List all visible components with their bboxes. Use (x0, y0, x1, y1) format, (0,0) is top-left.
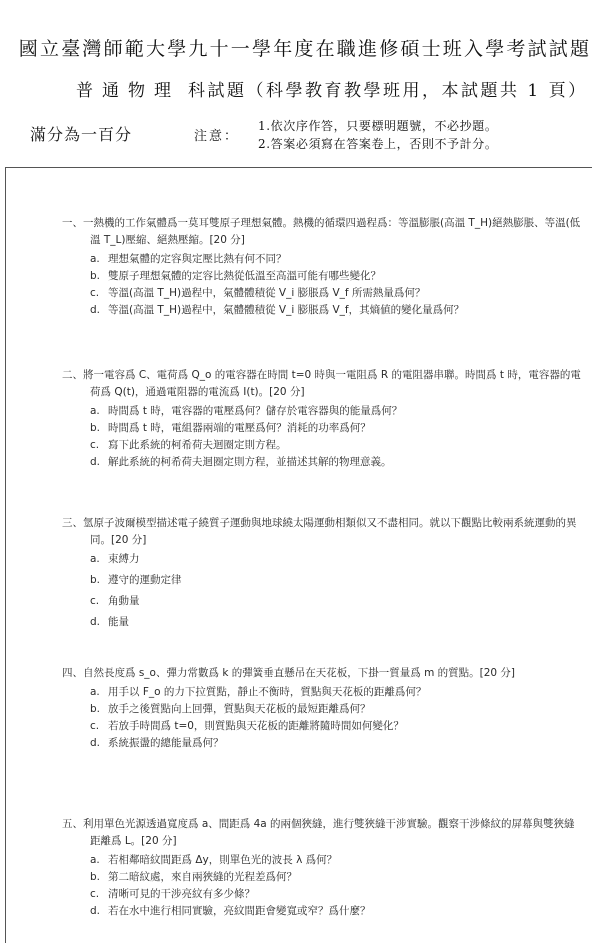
question-part: b. 時間爲 t 時，電組器兩端的電壓爲何？消耗的功率爲何？ (90, 422, 371, 434)
notice-list (258, 117, 497, 153)
question-part: c. 清晰可見的干涉亮紋有多少條？ (90, 888, 255, 900)
question-part: c. 若放手時間爲 t=0，則質點與天花板的距離將隨時間如何變化？ (90, 720, 404, 732)
question-part: d. 系統振盪的總能量爲何？ (90, 737, 224, 749)
question-part: a. 若相鄰暗紋間距爲 Δy，則單色光的波長 λ 爲何？ (90, 854, 338, 866)
question-3 (62, 515, 582, 635)
question-part: d. 等溫(高溫 T_H)過程中，氣體體積從 V_i 膨脹爲 V_f，其熵値的變化量爲何？ (90, 304, 465, 316)
question-part: c. 寫下此系統的柯希荷夫迴圈定則方程。 (90, 439, 287, 451)
question-stem: 五、利用單色光源透過寬度爲 a、間距爲 4a 的兩個狹縫，進行雙狹縫干涉實驗。觀察干涉條紋的屏幕與雙狹縫距離爲 L。[20 分] (62, 818, 575, 847)
question-2 (62, 367, 582, 471)
question-stem: 四、自然長度爲 s_o、彈力常數爲 k 的彈簧垂直懸吊在天花板，下掛一質量爲 m 的質點。[20 分] (62, 667, 516, 679)
question-parts (62, 251, 582, 319)
question-part: a. 理想氣體的定容與定壓比熱有何不同？ (90, 253, 287, 265)
question-1 (62, 215, 582, 319)
question-part: c. 等溫(高溫 T_H)過程中，氣體體積從 V_i 膨脹爲 V_f 所需熱量爲何？ (90, 287, 426, 299)
question-parts (62, 852, 582, 920)
question-stem: 二、將一電容爲 C、電荷爲 Q_o 的電容器在時間 t=0 時與一電阻爲 R 的電阻器串聯。時間爲 t 時，電容器的電荷爲 Q(t)，通過電阻器的電流爲 I(t)。[20 分] (62, 369, 581, 398)
question-part: d. 能量 (90, 616, 129, 628)
question-part: d. 若在水中進行相同實驗，亮紋間距會變寬或窄？爲什麼？ (90, 905, 371, 917)
question-4 (62, 665, 582, 752)
notice-item: 1.依次序作答，只要標明題號，不必抄題。 (258, 119, 498, 133)
question-part: a. 用手以 F_o 的力下拉質點，靜止不衡時，質點與天花板的距離爲何？ (90, 686, 427, 698)
question-part: b. 雙原子理想氣體的定容比熱從低溫至高溫可能有哪些變化？ (90, 270, 381, 282)
question-parts (62, 551, 582, 631)
question-5 (62, 816, 582, 920)
question-part: b. 第二暗紋處，來自兩狹縫的光程差爲何？ (90, 871, 297, 883)
question-parts (62, 684, 582, 752)
exam-title: 國立臺灣師範大學九十一學年度在職進修碩士班入學考試試題 (18, 38, 592, 60)
exam-subtitle: 科試題（科學教育教學班用，本試題共 1 頁） (188, 81, 588, 101)
question-part: a. 束縛力 (90, 553, 140, 565)
question-stem: 三、氫原子波爾模型描述電子繞質子運動與地球繞太陽運動相類似又不盡相同。就以下觀點比較兩系統運動的異同。[20 分] (62, 517, 577, 546)
question-part: a. 時間爲 t 時，電容器的電壓爲何？儲存於電容器與的能量爲何？ (90, 405, 403, 417)
question-part: c. 角動量 (90, 595, 140, 607)
question-part: b. 放手之後質點向上回彈，質點與天花板的最短距離爲何？ (90, 703, 371, 715)
notice-label: 注意： (194, 129, 240, 144)
question-part: b. 遵守的運動定律 (90, 574, 182, 586)
notice-item: 2.答案必須寫在答案卷上，否則不予計分。 (258, 137, 498, 151)
question-stem: 一、一熱機的工作氣體爲一莫耳雙原子理想氣體。熱機的循環四過程爲：等溫膨脹(高溫 T_H)絕熱膨脹、等溫(低溫 T_L)壓縮、絕熱壓縮。[20 分] (62, 217, 581, 246)
score-note: 滿分為一百分 (30, 125, 133, 144)
subject-name: 普通物理 (76, 81, 180, 101)
question-part: d. 解此系統的柯希荷夫迴圈定則方程，並描述其解的物理意義。 (90, 456, 392, 468)
question-parts (62, 403, 582, 471)
exam-subtitle-line (76, 76, 592, 101)
